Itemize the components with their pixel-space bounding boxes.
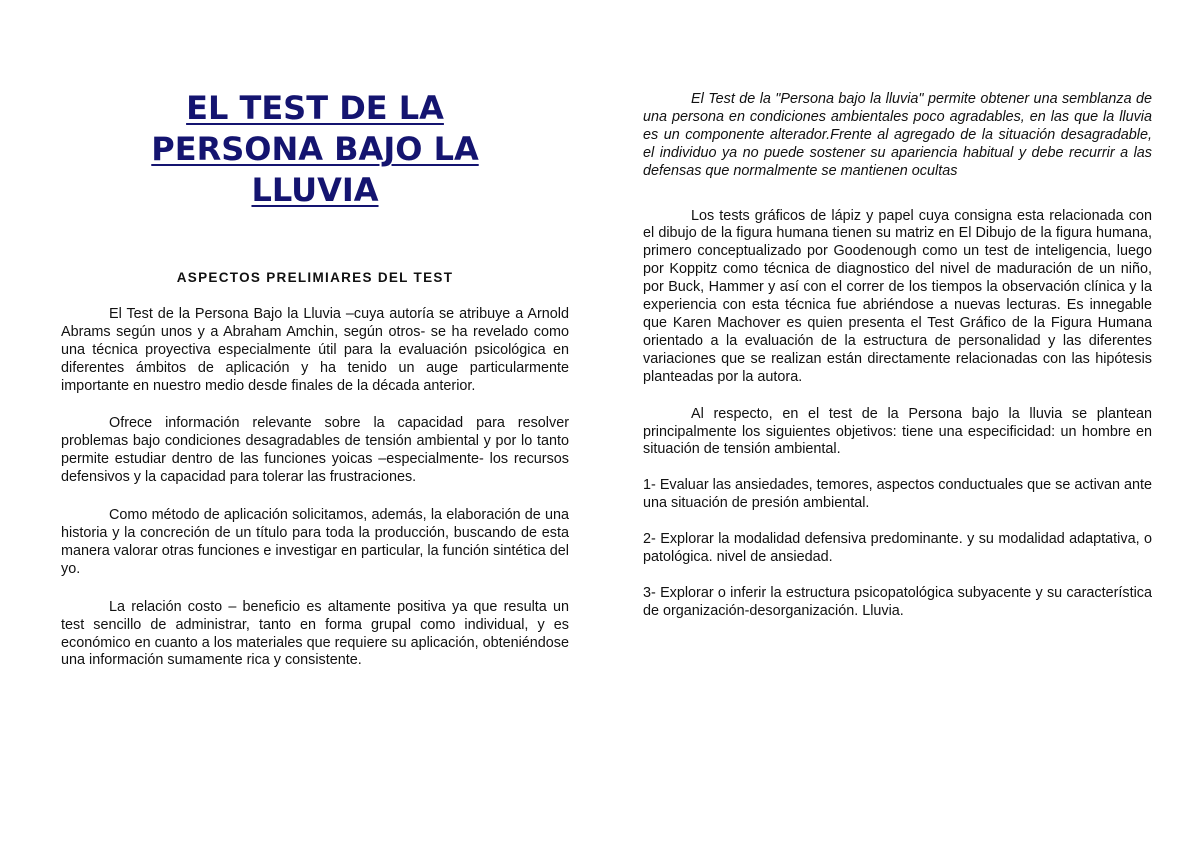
paragraph: La relación costo – beneficio es altamente positiva ya que resulta un test sencillo de administrar, tanto en forma grupal como individual, y es económico en cuanto a los materiales que requiere su aplicación, obteniéndose una información sumamente rica y consistente. bbox=[61, 598, 569, 669]
paragraph: Los tests gráficos de lápiz y papel cuya consigna esta relacionada con el dibujo de la figura humana tienen su matriz en El Dibujo de la figura humana, primero conceptualizado por Goodenough como un test de inteligencia, luego por Koppitz como técnica de diagnostico del nivel de maduración de un niño, por Buck, Hammer y así con el correr de los tiempos la observación clínica y la experiencia con esta técnica fue abriéndose a nuevas lecturas. Es innegable que Karen Machover es quien presenta el Test Gráfico de la Figura Humana orientado a la evaluación de la estructura de personalidad y las diferentes variaciones que se realizan están directamente relacionadas con las hipótesis planteadas por la autora. bbox=[643, 207, 1152, 385]
paragraph: El Test de la Persona Bajo la Lluvia –cuya autoría se atribuye a Arnold Abrams según unos y a Abraham Amchin, según otros- se ha revelado como una técnica proyectiva especialmente útil para la evaluación psicológica en diferentes ámbitos de aplicación y ha tenido un auge particularmente importante en nuestro medio desde finales de la década anterior. bbox=[61, 305, 569, 394]
left-column bbox=[61, 88, 569, 670]
objective-item: 3- Explorar o inferir la estructura psicopatológica subyacente y su característica de organización-desorganización. Lluvia. bbox=[643, 584, 1152, 619]
paragraph: Ofrece información relevante sobre la capacidad para resolver problemas bajo condiciones desagradables de tensión ambiental y por lo tanto permite estudiar dentro de las funciones yoicas –especialmente- los recursos defensivos y la capacidad para tolerar las frustraciones. bbox=[61, 415, 569, 486]
objective-item: 1- Evaluar las ansiedades, temores, aspectos conductuales que se activan ante una situación de presión ambiental. bbox=[643, 477, 1152, 512]
paragraph: Al respecto, en el test de la Persona bajo la lluvia se plantean principalmente los siguientes objetivos: tiene una especificidad: un hombre en situación de tensión ambiental. bbox=[643, 405, 1152, 458]
page-title: EL TEST DE LA PERSONA BAJO LA LLUVIA bbox=[151, 89, 479, 209]
section-subtitle: ASPECTOS PRELIMIARES DEL TEST bbox=[176, 270, 454, 285]
objective-item: 2- Explorar la modalidad defensiva predominante. y su modalidad adaptativa, o patológica. nivel de ansiedad. bbox=[643, 531, 1152, 566]
intro-paragraph: El Test de la "Persona bajo la lluvia" permite obtener una semblanza de una persona en condiciones ambientales poco agradables, en las que la lluvia es un componente alterador.Frente al agregado de la situación desagradable, el individuo ya no puede sostener su apariencia habitual y debe recurrir a las defensas que normalmente se mantienen ocultas bbox=[643, 91, 1152, 179]
paragraph: Como método de aplicación solicitamos, además, la elaboración de una historia y la concreción de un título para toda la producción, buscando de esta manera valorar otras funciones e investigar en particular, la función sintética del yo. bbox=[61, 507, 569, 577]
right-column bbox=[643, 91, 1152, 621]
